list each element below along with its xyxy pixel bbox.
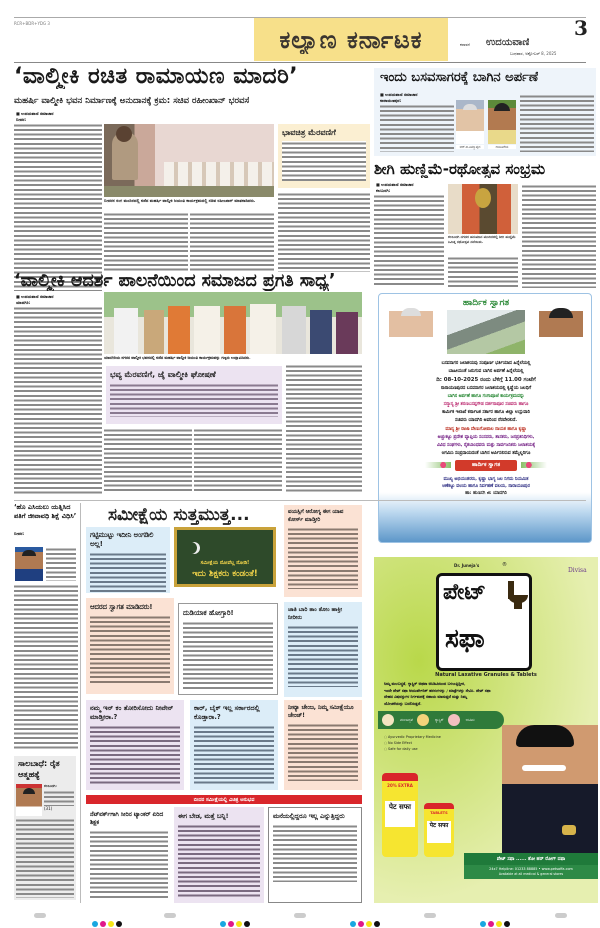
samikshe-box-6-title: ನಮ್ಮ ಇನ್ ಕಂ ತೋರಿಸೋದು ನೀವೇನ್ ಮಾಡ್ತೀರಾ.? xyxy=(90,704,174,721)
left-story2-body-a xyxy=(44,790,74,806)
samikshe-box-2-body xyxy=(90,615,170,685)
lead-headline: ‘ವಾಲ್ಮೀಕಿ ರಚಿತ ರಾಮಾಯಣ ಮಾದರಿ’ xyxy=(14,64,299,89)
right-story2-headline: ಶೀಗಿ ಹುಣ್ಣಿಮೆ-ರಥೋತ್ಸವ ಸಂಭ್ರಮ xyxy=(374,160,546,178)
ad-line-date: ದಿ: 08-10-2025 ರಂದು ಬೆಳಿಗ್ಗೆ 11.00 ಗಂಟೆಗೆ xyxy=(436,377,536,384)
lead-body-col1 xyxy=(14,123,102,291)
swatch-cyan xyxy=(220,921,226,927)
ad-footer-line: ಹಾ: ಹುಣಸಗಿ ಜಿ: ಯಾದಗಿರಿ xyxy=(465,491,507,496)
samikshe-box-3-title: ದುಡಿಯಾಕ ಹೋಗ್ತಾರಿ! xyxy=(183,609,234,617)
lead-body-col3 xyxy=(190,212,274,272)
samikshe-box-7-body xyxy=(194,725,274,785)
ad-body-line: ನಿಮ್ಮ ಮಲಬದ್ಧತೆ, ಗ್ಯಾಸ್ಟ್ರಿಕ್ ಅಥವಾ ಅಸಿಡಿಟಿಯಿಂದ ಬಳಲುತ್ತಿದ್ದೀರ, xyxy=(384,681,466,686)
samikshe-bottom-3 xyxy=(268,807,362,903)
second-byline: ■ ಉದಯವಾಣಿ ಸಮಾಚಾರ xyxy=(16,294,54,299)
ad-line: ಕಾರ್ಮಿಕ ಇಲಾಖೆ ಕರ್ನಾಟಕ ಸರ್ಕಾರ ಹಾಗೂ ಜಿಲ್ಲಾ ಉಸ್ತುವಾರಿ xyxy=(442,410,530,416)
ad-line: ಮಾನ್ಯ ಶ್ರೀ ರಾಜಾ ವೇಣುಗೋಪಾಲ ನಾಯಕ ಹಾಗೂ ಕೃಷ್ಣಾ xyxy=(445,426,527,432)
second-box-title: ಭವ್ಯ ಮೆರವಣಿಗೆ, ಜೈ ವಾಲ್ಮೀಕಿ ಘೋಷಣೆ xyxy=(110,370,216,379)
second-box-body xyxy=(110,383,278,417)
swatch-magenta xyxy=(100,921,106,927)
samikshe-box-7 xyxy=(190,700,278,790)
right-top-dateline: ನಾರಾಯಣಪುರ: xyxy=(380,98,402,103)
lead-sidebar xyxy=(278,124,370,188)
ad-line: ಅಚ್ಚುಕಟ್ಟು ಪ್ರದೇಶ ವ್ಯಾಪ್ತಿಯ ಸಂಸದರು, ಶಾಸಕರು, ಜನಪ್ರತಿನಿಧಿಗಳು, xyxy=(437,434,535,440)
ad-brand-prefix: Dr. Juneja's xyxy=(454,563,480,568)
left-story1-portrait xyxy=(15,547,43,581)
right-story2-body3 xyxy=(522,184,596,288)
celebrity-photo xyxy=(502,725,598,853)
lead-byline: ■ ಉದಯವಾಣಿ ಸಮಾಚಾರ xyxy=(16,111,54,116)
lead-photo xyxy=(104,124,274,197)
registration-mark xyxy=(34,913,46,918)
paper-name: ಉದಯವಾಣಿ xyxy=(486,37,530,48)
page-number: 3 xyxy=(574,16,588,40)
red-banner-text: ಬೀದರ ಸಮೀಕ್ಷೆಯಲ್ಲಿ ವಿಚಿತ್ರ ಅನುಭವ xyxy=(193,796,255,803)
ad-line: ಸನ್ಮಾನ್ಯ ಶ್ರೀ ಶರಣಬಸಪ್ಪಗೌಡ ದರ್ಶನಾಪೂರ ಸಚಿವರು ಹಾಗೂ xyxy=(443,402,529,408)
issue-date: ಬುಧವಾರ, ಅಕ್ಟೋಬರ್ 8, 2025 xyxy=(510,51,557,56)
swatch-magenta xyxy=(358,921,364,927)
minister-portrait-right xyxy=(539,306,583,356)
symptom-icon xyxy=(417,714,429,726)
symptom-label: ಮಲಬದ್ಧತೆ xyxy=(400,718,413,722)
swatch-cyan xyxy=(350,921,356,927)
portrait-2-caption: ರಾಜೂಗೌಡ xyxy=(488,145,516,149)
right-story2-body2 xyxy=(448,256,518,288)
ad-welcome xyxy=(378,293,592,543)
ad-line: ಬಸವಸಾಗರ ಜಲಾಶಯವು ಸಂಪೂರ್ಣ ಭರ್ತಿಯಾದ ಹಿನ್ನೆಲೆಯಲ್ಲಿ xyxy=(441,361,531,366)
second-body-col1 xyxy=(14,306,102,496)
swatch-black xyxy=(116,921,122,927)
left-story1-headline: ‘ಹೊ ಎಸಿಯಲು ಯತ್ನಿಸಿದ ಪತಿಗೆ ಜೀವಾವಧಿ ಶಿಕ್ಷೆ ವಿಧಿಸಿ’ xyxy=(14,503,77,520)
swatch-black xyxy=(244,921,250,927)
ad-line: ಬಾಗಿನ ಅರ್ಪಣೆ ಹಾಗೂ ಗಂಗಾಪೂಜೆ ಕಾರ್ಯಕ್ರಮವನ್ನು xyxy=(447,393,525,399)
ad-welcome-ribbon-text: ಹಾರ್ದಿಕ ಸ್ವಾಗತ xyxy=(471,462,501,468)
left-story2-headline: ಸಾಲಬಾಧೆ: ರೈತ ಆತ್ಮಹತ್ಯೆ xyxy=(18,759,60,779)
samikshe-bottom-2-body xyxy=(178,824,260,898)
samikshe-box-5-body xyxy=(288,625,358,687)
lead-sidebar-body xyxy=(282,141,366,181)
toilet-icon xyxy=(506,581,530,611)
right-story2-byline: ■ ಉದಯವಾಣಿ ಸಮಾಚಾರ xyxy=(376,182,414,187)
samikshe-box-1 xyxy=(86,527,170,593)
left-story2-body-b xyxy=(16,818,74,898)
swatch-yellow xyxy=(108,921,114,927)
slogan-text: ಪೇಟ್ ಸಫಾ ...... ತೋ ಹರ್ ರೋಗ್ ದಫಾ xyxy=(496,857,566,862)
samikshe-box-4-body xyxy=(288,527,358,589)
ad-line: ನಾರಾಯಣಪುರದ ಬಸವಸಾಗರ ಜಲಾಶಯದಲ್ಲಿ ಕೃಷ್ಣೆಯ ಜಲಧಿಗೆ xyxy=(440,385,532,391)
cmyk-swatches xyxy=(350,912,382,928)
samikshe-bottom-2-title: ಈಗ ಬೇಡ, ಮತ್ತೆ ಬನ್ನಿ! xyxy=(178,812,229,820)
availability-text: Available at all medical & general stores xyxy=(498,872,564,876)
portrait-1-caption: ಆರ್.ಬಿ.ತಿಮ್ಮಾಪುರ xyxy=(456,145,484,149)
left-story1-body-b xyxy=(14,584,78,750)
pack1-name: पेट सफा xyxy=(385,801,415,827)
samikshe-bottom-1-body xyxy=(90,830,168,898)
right-top-body2 xyxy=(520,94,594,152)
lead-sidebar-title: ಭಾವಚಿತ್ರ ಮೆರವಣಿಗೆ xyxy=(282,128,336,137)
paper-prefix: ಕರಾವಳಿ xyxy=(460,42,471,47)
swatch-yellow xyxy=(236,921,242,927)
feature-item: ◌ Ayurvedic Proprietary Medicine xyxy=(384,735,441,739)
samikshe-box-3-body xyxy=(183,621,273,689)
lead-dateline: ಬೀದರ: xyxy=(16,117,27,122)
lead-photo-caption: ಬೀದರನ ರಂಗ ಮಂದಿರದಲ್ಲಿ ನಡೆದ ಮಹರ್ಷಿ ವಾಲ್ಮೀಕಿ ಜಯಂತಿ ಕಾರ್ಯಕ್ರಮದಲ್ಲಿ ಸಚಿವ ರಹೀಂಖಾನ್ ಮಾತನಾಡಿದರು. xyxy=(104,198,256,203)
symptom-label: ಅಸಿಡಿಟಿ xyxy=(465,718,475,722)
pack2-badge: TABLETS xyxy=(430,811,448,815)
left-story1-body-a xyxy=(46,547,76,581)
samikshe-box-5-title: ಜಾತಿ ಬಾರಿ ತಾಂ ತೋಂ ಹಾಕ್ತೀ ನೀರೀರು xyxy=(288,607,343,621)
second-body-col2 xyxy=(104,428,192,494)
ad-welcome-ribbon xyxy=(455,460,517,471)
feature-item: ◌ No Side Effect xyxy=(384,741,412,745)
samikshe-box-8-body xyxy=(288,723,358,781)
ad-petsafa xyxy=(374,557,598,903)
right-story2-caption: ಕಲಬುರಗಿ ನಗರದ ಹನುಮಾನ ಮಂದಿರದಲ್ಲಿ ಶೀಗಿ ಹುಣ್ಣಿಮೆ ನಿಮಿತ್ತ ರಥೋತ್ಸವ ನಡೆಯಿತು. xyxy=(448,235,516,244)
ad-line: ಆಗಮಿಸಿ ಸಂಪ್ರದಾಯದಂತೆ ಬಾಗಿನ ಅರ್ಪಿಸಲಿರುವ ತಮ್ಮೆಲ್ಲರಿಗೂ xyxy=(441,451,531,457)
pack1-badge: 20% EXTRA xyxy=(387,783,413,788)
logo-line2: ಸಫಾ xyxy=(445,624,485,654)
samikshe-bottom-1 xyxy=(86,807,172,903)
swatch-magenta xyxy=(488,921,494,927)
second-body-col4 xyxy=(286,364,362,494)
samikshe-box-8 xyxy=(284,700,362,790)
right-story2-body1 xyxy=(374,194,444,286)
ad-footer-line: ಆಣೆಕಟ್ಟು ವಲಯ ಹಾಗೂ ನಿರ್ವಹಣೆ ವಲಯ, ನಾರಾಯಣಪುರ xyxy=(442,484,530,489)
swatch-magenta xyxy=(228,921,234,927)
red-banner xyxy=(86,795,362,804)
pack-tablets xyxy=(424,803,454,857)
swatch-black xyxy=(504,921,510,927)
samikshe-box-4-title: ವಯಸ್ಸಿಗೆ ಆರೋಗ್ಯ ಈಗ ಯಾವ ಕೋರ್ಸ್ ಮಾಡ್ತೀರಿ xyxy=(288,509,344,523)
blackboard-top-text: ಸಮೀಕ್ಷೆಯ ನೋವೆಲ್ಲ ನೋಡಿ! xyxy=(200,560,250,566)
second-body-col3 xyxy=(194,428,282,494)
ad-company-logo: Divisa xyxy=(568,567,587,574)
lead-body-col4 xyxy=(278,192,370,272)
samikshe-bottom-3-body xyxy=(273,824,357,882)
feature-item: ◌ Safe for daily use xyxy=(384,747,418,751)
second-dateline: ಯಾದಗಿರಿ: xyxy=(16,300,31,305)
ad-registered-mark: ® xyxy=(502,562,507,568)
ad-line: ವಿವಿಧ ಸಂಘಗಳು, ರೈತಬಾಂಧವರು ಮತ್ತು ಸಾರ್ವಜನಿಕರು ಜಲಾಶಯಕ್ಕೆ xyxy=(436,443,536,449)
blackboard-main-text: ಇದು ಶಿಕ್ಷಕರು ಕಂಡಂತೆ! xyxy=(192,569,258,579)
ad-welcome-footer xyxy=(383,476,589,497)
lead-subhead: ಮಹರ್ಷಿ ವಾಲ್ಮೀಕಿ ಭವನ ನಿರ್ಮಾಣಕ್ಕೆ ಅನುದಾನಕ್ಕೆ ಕ್ರಮ: ಸಚಿವ ರಹೀಂಖಾನ್ ಭರವಸೆ xyxy=(14,96,250,106)
right-top-headline: ಇಂದು ಬಸವಸಾಗರಕ್ಕೆ ಬಾಗಿನ ಅರ್ಪಣೆ xyxy=(380,70,539,85)
right-top-body1 xyxy=(380,104,454,152)
portrait-2 xyxy=(488,100,516,144)
samikshe-box-2-title: ಆದರದ ಸ್ವಾಗತ ಮಾಡಿದರು! xyxy=(90,603,153,611)
second-photo xyxy=(104,292,362,354)
symptom-icon xyxy=(448,714,460,726)
flowers-left-icon xyxy=(425,462,451,468)
samikshe-box-4 xyxy=(284,505,362,597)
registration-mark xyxy=(424,913,436,918)
symptom-icon xyxy=(382,714,394,726)
second-photo-caption: ಯಾದಗಿರಿಯ ನಗರದ ವಾಲ್ಮೀಕಿ ಭವನದಲ್ಲಿ ನಡೆದ ಮಹರ್ಷಿ ವಾಲ್ಮೀಕಿ ಜಯಂತಿ ಕಾರ್ಯಕ್ರಮವನ್ನು ಗಣ್ಯರು ಉದ್ಘಾಟಿಸಿದರು. xyxy=(104,355,251,360)
samikshe-bottom-1-title: ನೆಟ್‌ವರ್ಕ್‌ಗಾಗಿ ಸೀರಿನ ಟ್ಯಾಂಕರ್ ಏರಿದ ಶಿಕ್ಷಕ xyxy=(90,812,164,826)
samikshe-box-6-body xyxy=(90,725,180,785)
helpline-text: 24x7 Helpline: 01233 88885 • www.petsaffa.com xyxy=(489,867,573,871)
right-story2-dateline: ಕಲಬುರಗಿ: xyxy=(376,188,391,193)
ad-line: ಬಾಹೀಯಂತೆ ಜರುಗುವ ಬಾಗಿನ ಅರ್ಪಣೆ ಹಿನ್ನೆಲೆಯಲ್ಲಿ xyxy=(448,369,524,375)
section-title: ಕಲ್ಯಾಣ ಕರ್ನಾಟಕ xyxy=(279,25,423,54)
swatch-yellow xyxy=(496,921,502,927)
second-headline: ‘ವಾಲ್ಮೀಕಿ ಆದರ್ಶ ಪಾಲನೆಯಿಂದ ಸಮಾಜದ ಪ್ರಗತಿ ಸಾಧ್ಯ’ xyxy=(14,271,336,291)
pack-granules xyxy=(382,773,418,857)
swatch-yellow xyxy=(366,921,372,927)
symptom-label: ಗ್ಯಾಸ್ಟ್ರಿಕ್ xyxy=(434,718,444,722)
minister-portrait-left xyxy=(389,306,433,356)
cmyk-swatches xyxy=(92,912,124,928)
registration-mark xyxy=(555,913,567,918)
flowers-right-icon xyxy=(521,462,547,468)
swatch-black xyxy=(374,921,380,927)
swatch-cyan xyxy=(480,921,486,927)
second-box xyxy=(106,366,282,424)
left-story1-dateline: ಬೀದರ: xyxy=(14,531,25,536)
blackboard-graphic xyxy=(174,527,276,587)
lead-body-col2 xyxy=(104,212,188,272)
slogan-bar xyxy=(464,853,598,865)
ad-body-line: ಇಂದೇ ಪೇಟ್ ಸಫಾ ಆಯುರ್ವೇದಿಕ್ ಹರಳುಗಳನ್ನು / ಮಾತ್ರೆಗಳನ್ನು ಸೇವಿಸಿ. ಪೇಟ್ ಸಫಾ xyxy=(384,687,491,693)
symptoms-bar xyxy=(378,711,504,729)
ad-body-line: ದೇಹದ ವಿಷವಸ್ತುಗಳ ನಿರ್ಗಮನಕ್ಕೆ ಸಹಾಯ ಮಾಡುತ್ತದೆ ಮತ್ತು ನಿಮ್ಮ xyxy=(384,694,467,699)
samikshe-box-1-title: ಗಟ್ಟಿಮುಟ್ಟು ಇದೀನಿ ಅಂಗಡಿಲಿ ಅಲ್ಲ! xyxy=(90,531,154,548)
samikshe-box-3 xyxy=(178,603,278,695)
edition-code: RCR+BDR+YDG 3 xyxy=(14,21,50,26)
left-story2-age: (31) xyxy=(44,806,53,811)
ad-body-line: ಯೋಚನೆಯನ್ನು ಬದಲಿಸುತ್ತದೆ. xyxy=(384,700,422,706)
cmyk-swatches xyxy=(220,912,252,928)
ad-welcome-text xyxy=(383,360,589,458)
features-list xyxy=(384,734,441,752)
ad-line: ಸಚಿವರು ಯಾದಗಿರಿ ಅವರಿಂದ ನೆರವೇರಲಿದೆ. xyxy=(454,418,518,424)
helpline-bar xyxy=(464,865,598,879)
pack2-name: पेट सफा xyxy=(427,821,451,843)
logo-line1: ಪೇಟ್ xyxy=(443,580,486,605)
samikshe-box-2 xyxy=(86,598,174,694)
samikshe-title: ಸಮೀಕ್ಷೆಯ ಸುತ್ತಮುತ್ತ... xyxy=(108,505,250,525)
registration-mark xyxy=(294,913,306,918)
left-story2-portrait xyxy=(16,784,42,816)
samikshe-box-1-body xyxy=(90,552,166,592)
samikshe-box-6 xyxy=(86,700,184,790)
ad-welcome-title: ಹಾರ್ದಿಕ ಸ್ವಾಗತ xyxy=(462,298,510,308)
moon-icon xyxy=(185,542,197,554)
cmyk-swatches xyxy=(480,912,512,928)
samikshe-bottom-3-title: ಮನೆಯಲ್ಲಿದ್ದರೂ ಇಲ್ಲ ಎನ್ನುತ್ತಿದ್ದರು xyxy=(273,812,345,820)
samikshe-box-8-title: ನೀವ್ಯಾ ಚೇಂಜ, ನಿಮ್ಮ ಸಮೀಕ್ಷೆಯೂ ಚೇಂಜ್! xyxy=(288,705,354,719)
section-title-banner xyxy=(254,18,448,61)
ad-tagline: Natural Laxative Granules & Tablets xyxy=(435,672,537,678)
left-story2-dateline: ಕಲಬುರಗಿ: xyxy=(44,784,57,788)
samikshe-box-7-title: ಕಾರ್, ಬೈಕ್ ಇಲ್ಲ ಸರ್ಕಾರದಲ್ಲಿ ಕೊಡ್ತಾರಾ.? xyxy=(194,704,260,721)
right-top-byline: ■ ಉದಯವಾಣಿ ಸಮಾಚಾರ xyxy=(380,92,418,97)
right-story2-photo xyxy=(448,184,518,234)
samikshe-bottom-2 xyxy=(174,807,264,903)
registration-mark xyxy=(164,913,176,918)
samikshe-box-5 xyxy=(284,602,362,697)
portrait-1 xyxy=(456,100,484,144)
swatch-cyan xyxy=(92,921,98,927)
dam-image xyxy=(447,310,525,354)
ad-footer-line: ಮುಖ್ಯ ಅಭಿಯಂತರರು, ಕೃಷ್ಣಾ ಭಾಗ್ಯ ಜಲ ನಿಗಮ ನಿಯಮಿತ xyxy=(443,477,529,482)
ad-body xyxy=(384,681,584,707)
